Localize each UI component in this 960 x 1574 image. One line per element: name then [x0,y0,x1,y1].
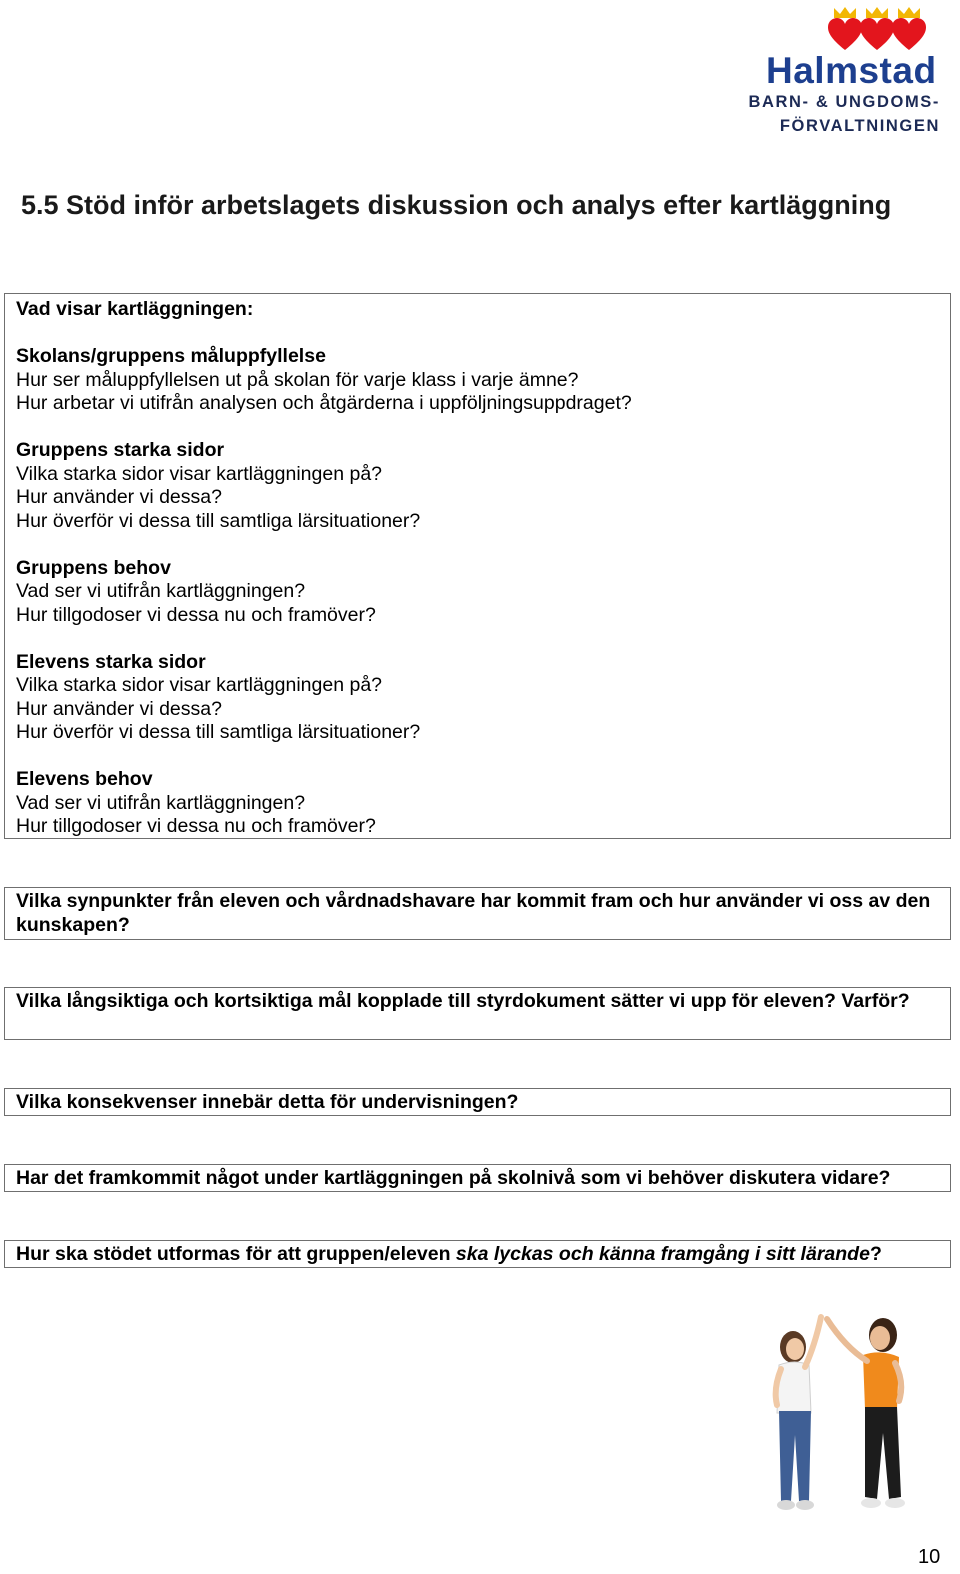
page-number: 10 [918,1546,941,1568]
logo-name: Halmstad [766,50,937,91]
section-line: Hur tillgodoser vi dessa nu och framöver? [16,815,376,837]
left-child-figure [776,1317,821,1510]
question-box-consequences [4,1088,951,1116]
crowned-hearts-icon [828,4,938,52]
section-line: Vilka starka sidor visar kartläggningen på? [16,462,383,485]
children-high-five-illustration [765,1305,915,1520]
analysis-box [4,293,951,839]
question-box-school-level [4,1164,951,1192]
section-heading: Elevens behov [16,768,153,790]
question-text: Vilka långsiktiga och kortsiktiga mål kopplade till styrdokument sätter vi upp för eleven? Varför? [16,990,910,1012]
section-heading: Gruppens behov [16,556,171,579]
box-heading: Vad visar kartläggningen: [16,298,254,320]
question-box-goals [4,987,951,1040]
question-text: Vilka konsekvenser innebär detta för undervisningen? [16,1091,519,1113]
question-text-emphasis: ska lyckas och känna framgång i sitt lärande [455,1243,870,1265]
question-text [16,1243,939,1267]
question-text-prefix: Hur ska stödet utformas för att gruppen/eleven [16,1243,456,1265]
section-line: Vad ser vi utifrån kartläggningen? [16,580,306,602]
question-text: Har det framkommit något under kartläggningen på skolnivå som vi behöver diskutera vidare? [16,1167,891,1189]
question-box-feedback [4,887,951,940]
logo-department-line2: FÖRVALTNINGEN [779,117,940,135]
question-text-suffix: ? [869,1243,882,1265]
logo-department [748,90,940,138]
question-box-support [4,1240,951,1268]
section-line: Vad ser vi utifrån kartläggningen? [16,791,306,814]
logo-department-line1: BARN- & UNGDOMS- [748,93,940,111]
halmstad-logo [740,4,950,134]
page-title: 5.5 Stöd inför arbetslagets diskussion och analys efter kartläggning [21,190,892,220]
right-child-figure [827,1318,905,1508]
section-line: Hur arbetar vi utifrån analysen och åtgärderna i uppföljningsuppdraget? [16,392,632,414]
section-line: Hur ser måluppfyllelsen ut på skolan för varje klass i varje ämne? [16,368,579,391]
section-line: Hur överför vi dessa till samtliga lärsituationer? [16,509,421,532]
question-text: Vilka synpunkter från eleven och vårdnadshavare har kommit fram och hur använder vi oss av den kunskapen? [16,890,931,936]
section-line: Hur tillgodoser vi dessa nu och framöver? [16,603,376,626]
section-line: Hur överför vi dessa till samtliga lärsituationer? [16,721,421,743]
section-line: Hur använder vi dessa? [16,697,222,720]
section-heading: Elevens starka sidor [16,650,206,673]
section-line: Hur använder vi dessa? [16,486,222,508]
section-line: Vilka starka sidor visar kartläggningen på? [16,674,383,696]
section-heading: Skolans/gruppens måluppfyllelse [16,345,326,367]
section-heading: Gruppens starka sidor [16,439,225,461]
